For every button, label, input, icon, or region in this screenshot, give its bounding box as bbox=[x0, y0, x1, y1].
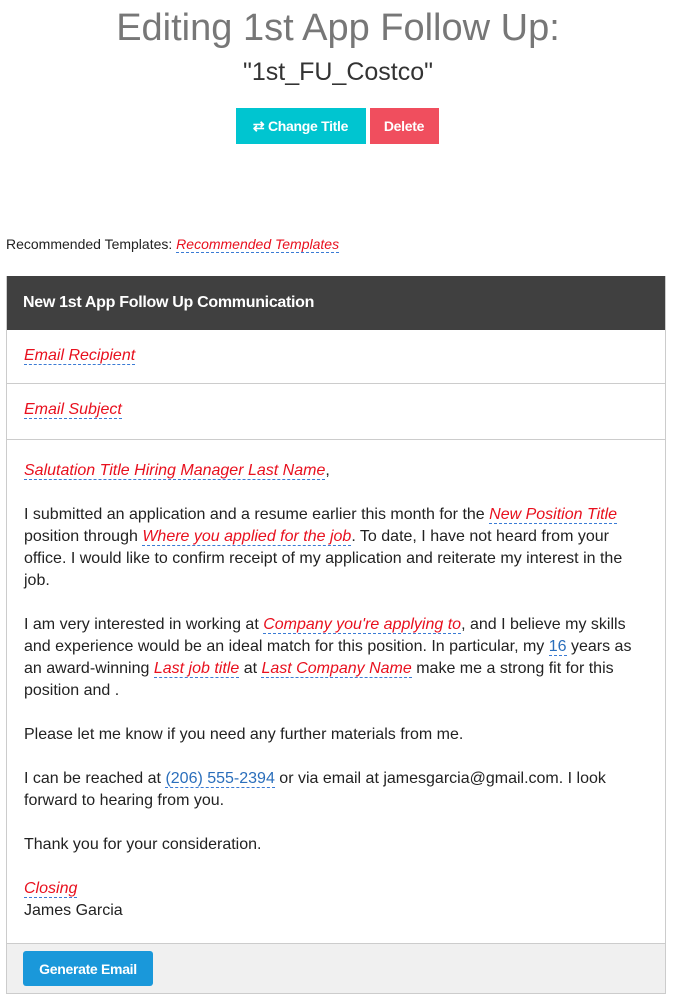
email-recipient-field[interactable]: Email Recipient bbox=[24, 347, 136, 364]
body-paragraph bbox=[24, 768, 645, 812]
page-title: Editing 1st App Follow Up: bbox=[116, 7, 560, 49]
filled-variable[interactable]: (206) 555-2394 bbox=[165, 770, 275, 787]
body-text: I am very interested in working at bbox=[24, 616, 264, 633]
filled-variable[interactable]: 16 bbox=[548, 638, 567, 655]
generate-email-button[interactable]: Generate Email bbox=[23, 951, 153, 986]
body-paragraph bbox=[24, 614, 645, 702]
body-text: or via email at jamesgarcia@gmail.com. I look forward to hearing from you. bbox=[24, 770, 606, 809]
body-text: , and I believe my skills and experience would be an ideal match for this position. In particular, my bbox=[24, 616, 626, 655]
body-paragraph bbox=[24, 504, 645, 592]
body-text: Please let me know if you need any further materials from me. bbox=[24, 726, 464, 743]
panel-footer bbox=[7, 943, 665, 993]
body-paragraph bbox=[24, 460, 645, 482]
panel-title: New 1st App Follow Up Communication bbox=[7, 276, 665, 330]
template-variable[interactable]: Company you're applying to bbox=[263, 616, 462, 633]
recommended-templates bbox=[6, 236, 339, 252]
body-paragraph bbox=[24, 834, 645, 856]
body-text: Thank you for your consideration. bbox=[24, 836, 262, 853]
email-subject-row bbox=[7, 384, 665, 440]
template-variable[interactable]: Where you applied for the job bbox=[142, 528, 352, 545]
body-text: at bbox=[239, 660, 262, 677]
body-paragraph bbox=[24, 724, 645, 746]
body-text: position through bbox=[24, 528, 143, 545]
email-recipient-row bbox=[7, 330, 665, 384]
swap-arrows-icon: ⇄ bbox=[252, 117, 268, 134]
body-text: make me a strong fit for this position and . bbox=[24, 660, 614, 699]
change-title-button[interactable] bbox=[236, 108, 366, 144]
change-title-label: Change Title bbox=[267, 117, 349, 134]
recommended-label: Recommended Templates: bbox=[6, 236, 173, 252]
template-variable[interactable]: Last job title bbox=[153, 660, 240, 677]
body-text: , bbox=[325, 462, 330, 479]
body-text: I submitted an application and a resume earlier this month for the bbox=[24, 506, 490, 523]
email-subject-field[interactable]: Email Subject bbox=[24, 401, 122, 418]
communication-panel bbox=[6, 276, 666, 994]
signature: James Garcia bbox=[24, 902, 123, 919]
template-variable[interactable]: Salutation Title Hiring Manager Last Name bbox=[24, 462, 326, 479]
closing-field[interactable]: Closing bbox=[24, 880, 78, 897]
delete-button[interactable]: Delete bbox=[370, 108, 439, 144]
template-variable[interactable]: New Position Title bbox=[489, 506, 618, 523]
body-text: years as an award-winning bbox=[24, 638, 632, 677]
body-text: I can be reached at bbox=[24, 770, 166, 787]
template-variable[interactable]: Last Company Name bbox=[261, 660, 412, 677]
email-body bbox=[7, 440, 665, 922]
recommended-templates-link[interactable]: Recommended Templates bbox=[176, 236, 340, 252]
page-subtitle: "1st_FU_Costco" bbox=[242, 58, 434, 86]
body-text: . To date, I have not heard from your office. I would like to confirm receipt of my application and reiterate my interest in the job. bbox=[24, 528, 623, 589]
title-actions bbox=[0, 108, 676, 144]
